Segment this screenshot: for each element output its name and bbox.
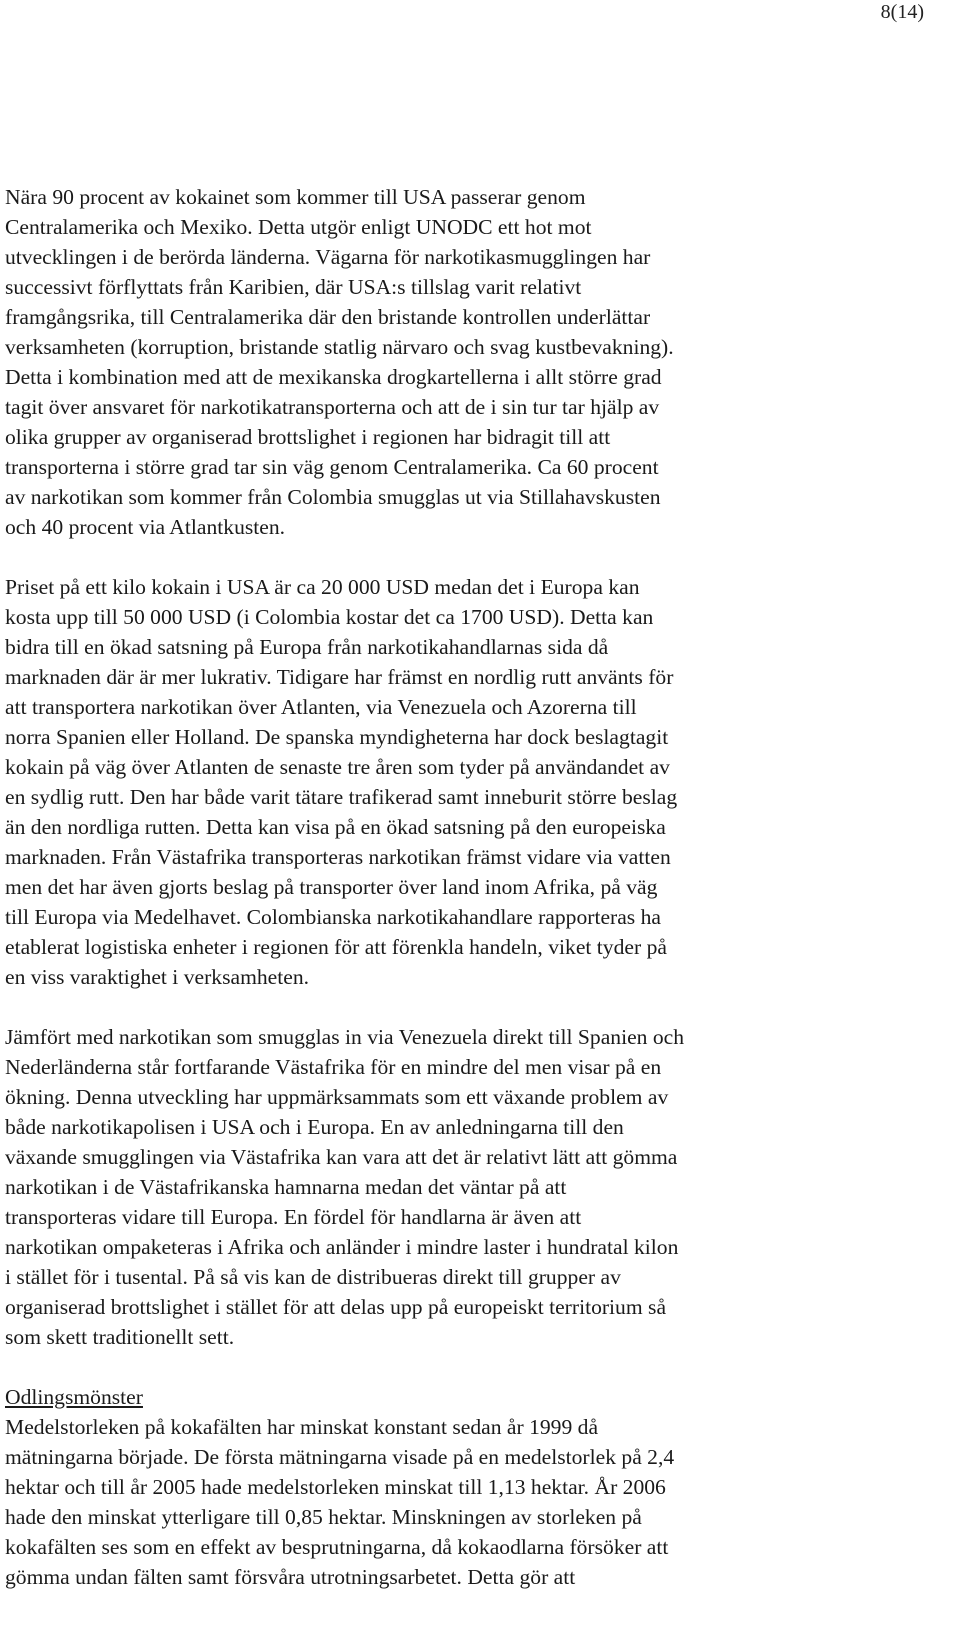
paragraph-3 [5, 1022, 845, 1352]
text-line: till Europa via Medelhavet. Colombianska narkotikahandlare rapporteras ha [5, 905, 661, 929]
text-line: kosta upp till 50 000 USD (i Colombia kostar det ca 1700 USD). Detta kan [5, 605, 654, 629]
text-line: gömma undan fälten samt försvåra utrotningsarbetet. Detta gör att [5, 1565, 576, 1589]
text-line: organiserad brottslighet i stället för att delas upp på europeiskt territorium så [5, 1295, 667, 1319]
text-line: mätningarna började. De första mätningarna visade på en medelstorlek på 2,4 [5, 1445, 675, 1469]
section-paragraph [5, 1412, 845, 1592]
text-line: i stället för i tusental. På så vis kan de distribueras direkt till grupper av [5, 1265, 621, 1289]
text-line: bidra till en ökad satsning på Europa från narkotikahandlarnas sida då [5, 635, 609, 659]
text-line: narkotikan ompaketeras i Afrika och anländer i mindre laster i hundratal kilon [5, 1235, 679, 1259]
text-line: transporteras vidare till Europa. En fördel för handlarna är även att [5, 1205, 582, 1229]
text-line: en sydlig rutt. Den har både varit tätare trafikerad samt inneburit större beslag [5, 785, 678, 809]
text-line: ökning. Denna utveckling har uppmärksammats som ett växande problem av [5, 1085, 669, 1109]
text-line: Nära 90 procent av kokainet som kommer till USA passerar genom [5, 185, 586, 209]
text-line: narkotikan i de Västafrikanska hamnarna medan det väntar på att [5, 1175, 567, 1199]
text-line: att transportera narkotikan över Atlanten, via Venezuela och Azorerna till [5, 695, 637, 719]
text-line: Priset på ett kilo kokain i USA är ca 20 000 USD medan det i Europa kan [5, 575, 640, 599]
text-line: en viss varaktighet i verksamheten. [5, 965, 310, 989]
text-line: Centralamerika och Mexiko. Detta utgör enligt UNODC ett hot mot [5, 215, 592, 239]
text-line: Detta i kombination med att de mexikanska drogkartellerna i allt större grad [5, 365, 662, 389]
text-line: växande smugglingen via Västafrika kan vara att det är relativt lätt att gömma [5, 1145, 678, 1169]
text-line: utvecklingen i de berörda länderna. Vägarna för narkotikasmugglingen har [5, 245, 651, 269]
text-line: både narkotikapolisen i USA och i Europa. En av anledningarna till den [5, 1115, 624, 1139]
section-heading: Odlingsmönster [5, 1385, 143, 1409]
text-line: men det har även gjorts beslag på transporter över land inom Afrika, på väg [5, 875, 658, 899]
text-line: etablerat logistiska enheter i regionen för att förenkla handeln, viket tyder på [5, 935, 667, 959]
text-line: kokafälten ses som en effekt av besprutningarna, då kokaodlarna försöker att [5, 1535, 669, 1559]
text-line: marknaden där är mer lukrativ. Tidigare har främst en nordlig rutt använts för [5, 665, 674, 689]
text-line: Medelstorleken på kokafälten har minskat konstant sedan år 1999 då [5, 1415, 599, 1439]
text-line: än den nordliga rutten. Detta kan visa på en ökad satsning på den europeiska [5, 815, 666, 839]
text-line: verksamheten (korruption, bristande statlig närvaro och svag kustbevakning). [5, 335, 674, 359]
text-line: Nederländerna står fortfarande Västafrika för en mindre del men visar på en [5, 1055, 662, 1079]
text-line: och 40 procent via Atlantkusten. [5, 515, 286, 539]
text-line: tagit över ansvaret för narkotikatransporterna och att de i sin tur tar hjälp av [5, 395, 660, 419]
paragraph-2 [5, 572, 845, 992]
text-line: marknaden. Från Västafrika transporteras narkotikan främst vidare via vatten [5, 845, 671, 869]
text-line: hade den minskat ytterligare till 0,85 hektar. Minskningen av storleken på [5, 1505, 642, 1529]
text-line: successivt förflyttats från Karibien, där USA:s tillslag varit relativt [5, 275, 582, 299]
page-number: 8(14) [880, 1, 924, 23]
text-line: olika grupper av organiserad brottslighet i regionen har bidragit till att [5, 425, 611, 449]
text-line: Jämfört med narkotikan som smugglas in via Venezuela direkt till Spanien och [5, 1025, 685, 1049]
text-line: som skett traditionellt sett. [5, 1325, 235, 1349]
paragraph-1 [5, 182, 845, 542]
text-line: hektar och till år 2005 hade medelstorleken minskat till 1,13 hektar. År 2006 [5, 1475, 666, 1499]
text-line: kokain på väg över Atlanten de senaste tre åren som tyder på användandet av [5, 755, 670, 779]
text-line: transporterna i större grad tar sin väg genom Centralamerika. Ca 60 procent [5, 455, 659, 479]
text-line: norra Spanien eller Holland. De spanska myndigheterna har dock beslagtagit [5, 725, 669, 749]
text-line: framgångsrika, till Centralamerika där den bristande kontrollen underlättar [5, 305, 651, 329]
text-line: av narkotikan som kommer från Colombia smugglas ut via Stillahavskusten [5, 485, 661, 509]
document-body [5, 182, 845, 1592]
